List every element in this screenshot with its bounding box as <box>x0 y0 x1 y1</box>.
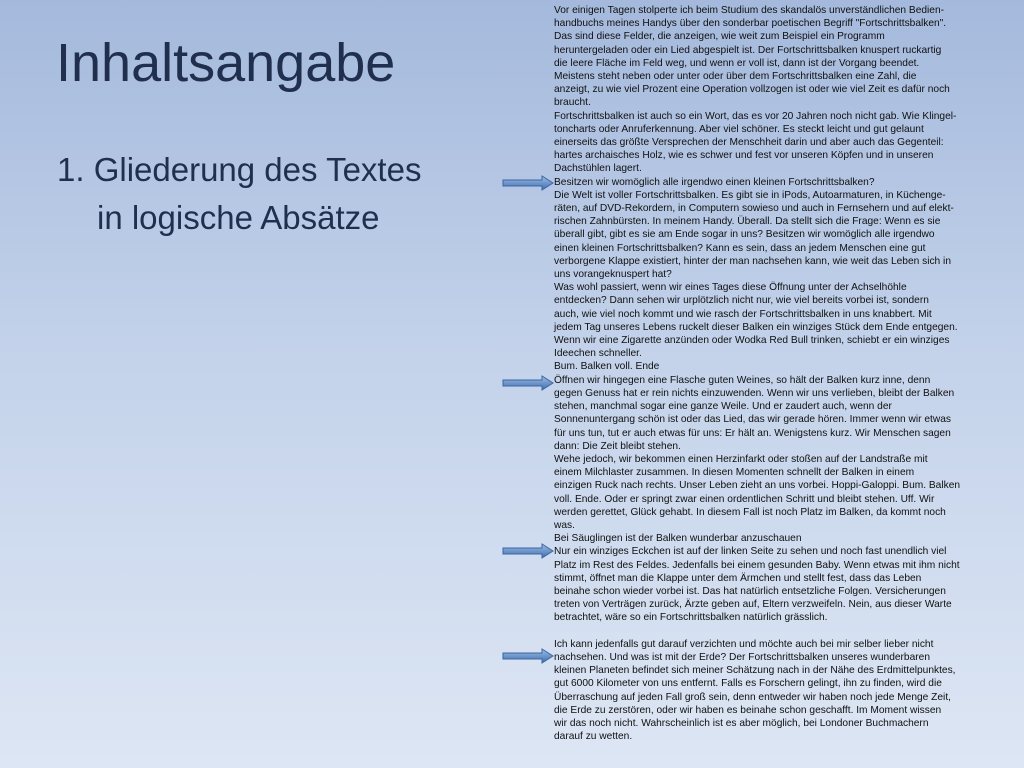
text-line: Nur ein winziges Eckchen ist auf der linken Seite zu sehen und noch fast unendlich viel <box>554 546 947 558</box>
text-line: Wenn wir eine Zigarette anzünden oder Wodka Red Bull trinken, schiebt er ein winziges <box>554 335 950 347</box>
subtitle-line-1: 1. Gliederung des Textes <box>57 151 422 188</box>
text-line: anzeigt, zu wie viel Prozent eine Operation vollzogen ist oder wie viel Zeit es dafür noch <box>554 84 950 96</box>
text-line: einem Milchlaster zusammen. In diesen Momenten schnellt der Balken in einem <box>554 467 915 479</box>
text-line: Ich kann jedenfalls gut darauf verzichten und möchte auch bei mir selber lieber nicht <box>554 638 934 650</box>
text-line: einzigen Ruck nach rechts. Unser Leben zieht an uns vorbei. Hoppi-Galoppi. Bum. Balken <box>554 480 961 492</box>
text-line: Besitzen wir womöglich alle irgendwo einen kleinen Fortschrittsbalken? <box>554 176 875 188</box>
text-line: hartes archaisches Holz, wie es schwer und fest vor unseren Köpfen und in unseren <box>554 150 934 162</box>
text-line: was. <box>554 519 575 531</box>
text-line: gegen Genuss hat er rein nichts einzuwenden. Wenn wir uns verlieben, bleibt der Balken <box>554 387 955 399</box>
text-line: Platz im Rest des Feldes. Jedenfalls bei einem gesunden Baby. Wenn etwas mit ihm nicht <box>554 559 960 571</box>
text-line: entdecken? Dann sehen wir urplötzlich nicht nur, wie viel bereits vorbei ist, sondern <box>554 295 929 307</box>
text-line: stimmt, öffnet man die Klappe unter dem Ärmchen und stellt fest, dass das Leben <box>554 572 922 584</box>
text-line <box>554 625 968 638</box>
text-line: auch, wie viel noch kommt und wie rasch der Fortschrittsbalken in uns knabbert. Mit <box>554 308 932 320</box>
text-line: für uns tun, tut er auch etwas für uns: Er hält an. Wenigstens kurz. Wir Menschen sagen <box>554 427 951 439</box>
text-line: stehen, manchmal sogar eine ganze Weile. Und er zaudert auch, wenn der <box>554 401 892 413</box>
text-line: jedem Tag unseres Lebens ruckelt dieser Balken ein winziges Stück dem Ende entgegen. <box>554 321 958 333</box>
text-line: Bum. Balken voll. Ende <box>554 361 660 373</box>
text-line: toncharts oder Anruferkennung. Aber viel schöner. Es steckt leicht und gut gelaunt <box>554 123 924 135</box>
text-line: Meistens steht neben oder unter oder über dem Fortschrittsbalken eine Zahl, die <box>554 71 917 83</box>
slide-title: Inhaltsangabe <box>56 33 396 93</box>
text-line: räten, auf DVD-Rekordern, in Computern sowieso und auch in Fernsehern und auf elekt- <box>554 203 954 215</box>
text-line: werden gerettet, Glück gehabt. In diesem Fall ist noch Platz im Balken, da kommt noch <box>554 506 946 518</box>
text-line: Ideechen schneller. <box>554 348 642 360</box>
arrow-right-icon <box>502 375 554 391</box>
text-line: einerseits das größte Versprechen der Menschheit darin und aber auch das Gegenteil: <box>554 137 944 149</box>
text-line: die leere Fläche im Feld weg, und wenn er voll ist, dann ist der Vorgang beendet. <box>554 57 920 69</box>
arrow-right-icon <box>502 543 554 559</box>
text-line: Vor einigen Tagen stolperte ich beim Studium des skandalös unverständlichen Bedien- <box>554 5 945 16</box>
text-line: Fortschrittsbalken ist auch so ein Wort, das es vor 20 Jahren noch nicht gab. Wie Klingel- <box>554 110 957 122</box>
text-line: uns vorangeknuspert hat? <box>554 269 672 281</box>
text-line: überall gibt, gibt es sie am Ende sogar in uns? Besitzen wir womöglich alle irgendwo <box>554 229 935 241</box>
text-line: Überraschung auf jeden Fall groß sein, denn entweder wir haben noch jede Menge Zeit, <box>554 691 951 703</box>
text-line: wir das noch nicht. Wahrscheinlich ist es aber möglich, bei Londoner Buchmachern <box>554 717 929 729</box>
text-line: braucht. <box>554 97 591 109</box>
text-line: nachsehen. Und was ist mit der Erde? Der Fortschrittsbalken unseres wunderbaren <box>554 651 930 663</box>
text-line: Sonnenuntergang schön ist oder das Lied, das wir gerade hören. Immer wenn wir etwas <box>554 414 951 426</box>
arrow-right-icon <box>502 648 554 664</box>
article-text <box>554 4 968 743</box>
text-line: kleinen Planeten befindet sich meiner Schätzung nach in der Nähe des Erdmittelpunktes, <box>554 665 956 677</box>
text-line: beinahe schon wieder vorbei ist. Das hat natürlich entsetzliche Folgen. Versicherungen <box>554 585 946 597</box>
text-line: heruntergeladen oder ein Lied abgespielt ist. Der Fortschrittsbalken knuspert ruckartig <box>554 44 942 56</box>
text-line: Das sind diese Felder, die anzeigen, wie weit zum Beispiel ein Programm <box>554 31 885 43</box>
text-line: einen kleinen Fortschrittsbalken? Kann es sein, dass an jedem Menschen eine gut <box>554 242 926 254</box>
text-line: verborgene Klappe existiert, hinter der man nachsehen kann, wie weit das Leben sich in <box>554 255 951 267</box>
text-line: Öffnen wir hingegen eine Flasche guten Weines, so hält der Balken kurz inne, denn <box>554 374 931 386</box>
text-line: betrachtet, wäre so ein Fortschrittsbalken natürlich grässlich. <box>554 612 828 624</box>
subtitle-line-2: in logische Absätze <box>97 199 380 236</box>
text-line: handbuchs meines Handys über den sonderbar poetischen Begriff "Fortschrittsbalken". <box>554 18 947 30</box>
text-line: voll. Ende. Oder er springt zwar einen ordentlichen Schritt und bleibt stehen. Uff. Wir <box>554 493 935 505</box>
text-line: die Erde zu zerstören, oder wir haben es beinahe schon geschafft. Im Moment wissen <box>554 704 942 716</box>
text-line: darauf zu wetten. <box>554 731 633 743</box>
text-line: Was wohl passiert, wenn wir eines Tages diese Öffnung unter der Achselhöhle <box>554 282 907 294</box>
slide-subtitle <box>57 146 477 242</box>
text-line: Die Welt ist voller Fortschrittsbalken. Es gibt sie in iPods, Autoarmaturen, in Küchenge- <box>554 189 946 201</box>
arrow-right-icon <box>502 175 554 191</box>
text-line: rischen Zahnbürsten. In meinem Handy. Überall. Da stellt sich die Frage: Wenn es sie <box>554 216 941 228</box>
text-line: Bei Säuglingen ist der Balken wunderbar anzuschauen <box>554 533 802 545</box>
text-line: Wehe jedoch, wir bekommen einen Herzinfarkt oder stoßen auf der Landstraße mit <box>554 453 928 465</box>
text-line: dann: Die Zeit bleibt stehen. <box>554 440 681 452</box>
text-line: gut 6000 Kilometer von uns entfernt. Falls es Forschern gelingt, ihn zu finden, wird die <box>554 678 942 690</box>
text-line: Dachstühlen lagert. <box>554 163 642 175</box>
text-line: treten von Verträgen zurück, Ärzte geben auf, Eltern verzweifeln. Nein, aus dieser Warte <box>554 599 952 611</box>
